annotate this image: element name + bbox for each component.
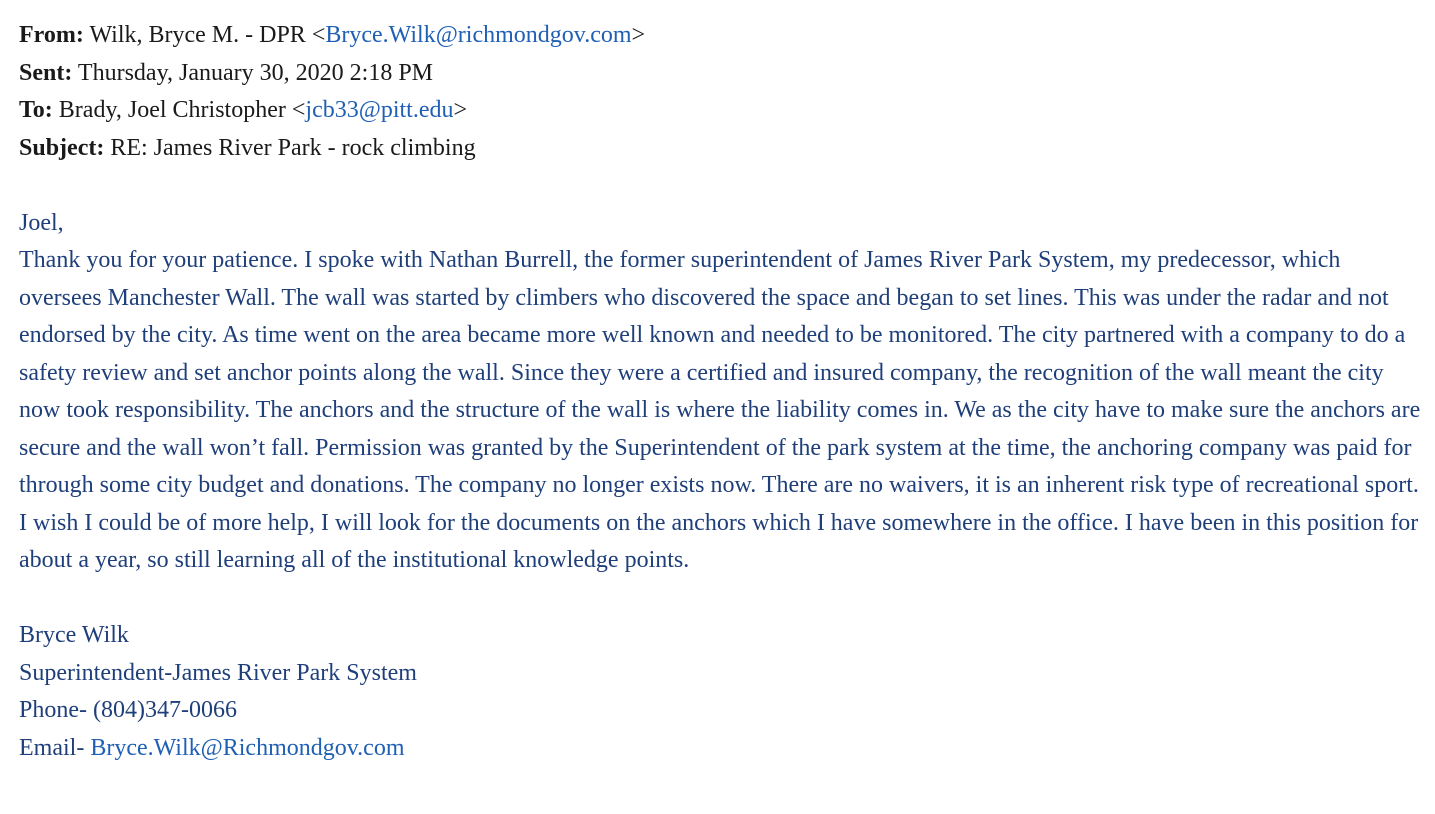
sent-label: Sent: [19, 59, 73, 86]
to-line [19, 92, 1424, 130]
signature-phone: Phone- (804)347-0066 [19, 697, 237, 723]
to-close-bracket: > [453, 97, 468, 123]
from-name: Wilk, Bryce M. - DPR [89, 22, 306, 48]
sent-line [19, 55, 1424, 93]
signature-email-label: Email- [19, 734, 91, 761]
subject-line [19, 130, 1424, 168]
from-line [19, 17, 1424, 55]
subject-value: RE: James River Park - rock climbing [110, 134, 476, 161]
subject-label: Subject: [19, 134, 105, 161]
signature-name: Bryce Wilk [19, 622, 129, 648]
from-label: From: [19, 22, 84, 48]
to-open-bracket: < [291, 97, 306, 123]
signature-title: Superintendent-James River Park System [19, 659, 417, 686]
to-email-link[interactable]: jcb33@pitt.edu [305, 97, 454, 123]
body-paragraph: Thank you for your patience. I spoke with Nathan Burrell, the former superintendent of James River Park System, my predecessor, which oversees Manchester Wall. The wall was started by climbers who discovered the space and began to set lines. This was under the radar and not endorsed by the city. As time went on the area became more well known and needed to be monitored. The city partnered with a company to do a safety review and set anchor points along the wall. Since they were a certified and insured company, the recognition of the wall meant the city now took responsibility. The anchors and the structure of the wall is where the liability comes in. We as the city have to make sure the anchors are secure and the wall won’t fall. Permission was granted by the Superintendent of the park system at the time, the anchoring company was paid for through some city budget and donations. The company no longer exists now. There are no waivers, it is an inherent risk type of recreational sport. I wish I could be of more help, I will look for the documents on the anchors which I have somewhere in the office. I have been in this position for about a year, so still learning all of the institutional knowledge points. [19, 247, 1421, 573]
header-body-spacer [19, 167, 1424, 205]
from-email-link[interactable]: Bryce.Wilk@richmondgov.com [325, 22, 632, 48]
from-close-bracket: > [631, 22, 646, 48]
signature-email-line [19, 730, 1424, 768]
to-name: Brady, Joel Christopher [58, 97, 286, 123]
body-signature-spacer [19, 580, 1424, 618]
signature-email-link[interactable]: Bryce.Wilk@Richmondgov.com [90, 734, 405, 761]
greeting: Joel, [19, 209, 64, 236]
sent-value: Thursday, January 30, 2020 2:18 PM [77, 59, 433, 86]
to-label: To: [19, 97, 53, 123]
from-open-bracket: < [311, 22, 326, 48]
email-message [19, 17, 1424, 767]
